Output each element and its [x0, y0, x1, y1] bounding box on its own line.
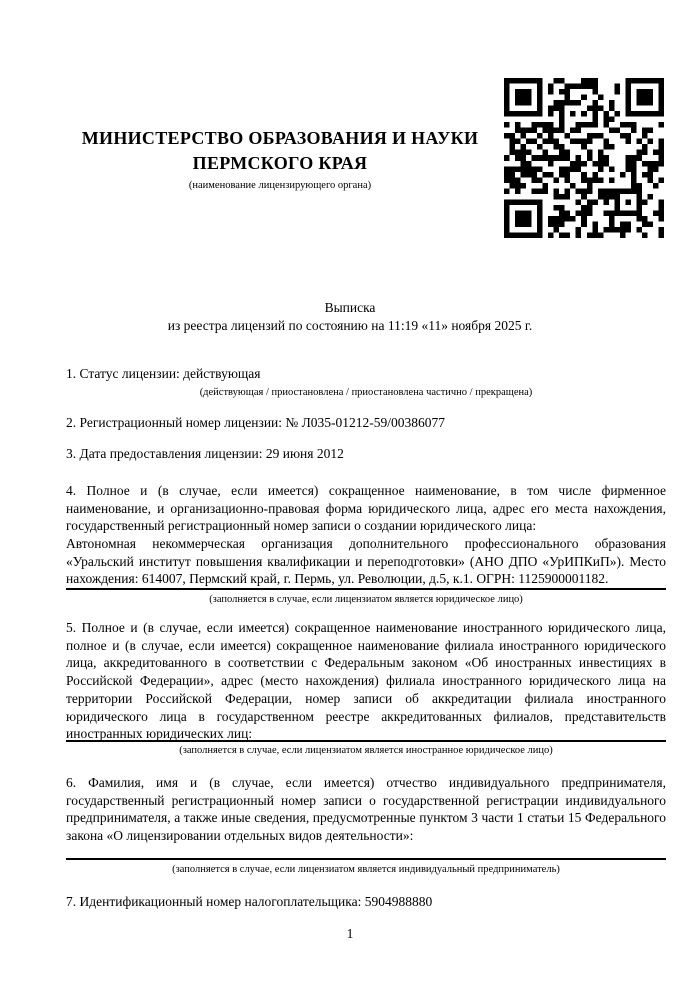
item-6-entrepreneur-label: 6. Фамилия, имя и (в случае, если имеется) отчество индивидуального предпринимателя, государственный регистрационный номер записи о государственной регистрации индивидуального предпринимателя, а также иные сведения, предусмотренные пунктом 3 части 1 статьи 15 Федерального закона «О лицензировании отдельных видов деятельности»: — [66, 775, 666, 844]
item-6-underline — [66, 858, 666, 860]
title-line2: из реестра лицензий по состоянию на 11:19 «11» ноября 2025 г. — [167, 318, 533, 333]
item-5-underline — [66, 740, 666, 742]
item-1-caption: (действующая / приостановлена / приостановлена частично / прекращена) — [199, 387, 533, 398]
page-number: 1 — [346, 926, 354, 941]
item-4-legal-entity-label: 4. Полное и (в случае, если имеется) сокращенное наименование, в том числе фирменное наименование, и организационно-правовая форма юридического лица, адрес его места нахождения, государственный регистрационный номер записи о создании юридического лица: — [66, 483, 666, 534]
item-6-caption: (заполняется в случае, если лицензиатом является индивидуальный предприниматель) — [172, 864, 560, 875]
qr-code-canvas — [504, 78, 664, 238]
ministry-caption: (наименование лицензирующего органа) — [188, 180, 372, 191]
item-7-taxpayer-id: 7. Идентификационный номер налогоплательщика: 5904988880 — [66, 894, 433, 909]
qr-code — [504, 78, 664, 238]
item-2-registration-number: 2. Регистрационный номер лицензии: № Л035-01212-59/00386077 — [66, 415, 446, 430]
item-5-caption: (заполняется в случае, если лицензиатом является иностранное юридическое лицо) — [179, 745, 553, 756]
item-4-legal-entity-value: Автономная некоммерческая организация дополнительного профессионального образования «Уральский институт повышения квалификации и переподготовки» (АНО ДПО «УрИПКиП»). Место нахождения: 614007, Пермский край, г. Пермь, ул. Революции, д.5, к.1. ОГРН: 1125900001182. — [66, 536, 666, 587]
item-1-license-status: 1. Статус лицензии: действующая — [66, 366, 261, 381]
ministry-header — [40, 126, 520, 192]
ministry-name-line1: МИНИСТЕРСТВО ОБРАЗОВАНИЯ И НАУКИ — [81, 128, 479, 148]
title-line1: Выписка — [324, 300, 376, 315]
ministry-name-line2: ПЕРМСКОГО КРАЯ — [192, 153, 368, 173]
document-title — [0, 299, 700, 335]
item-4-underline — [66, 588, 666, 590]
item-5-foreign-entity-label: 5. Полное и (в случае, если имеется) сокращенное наименование иностранного юридического лица, полное и (в случае, если имеется) сокращенное наименование филиала иностранного юридического лица, аккредитованного в соответствии с Федеральным законом «Об иностранных инвестициях в Российской Федерации», адрес (место нахождения) филиала иностранного юридического лица на территории Российской Федерации, номер записи об аккредитации филиала иностранного юридического лица в государственном реестре аккредитованных филиалов, представительств иностранных юридических лиц: — [66, 620, 666, 742]
item-4-caption: (заполняется в случае, если лицензиатом является юридическое лицо) — [209, 594, 523, 605]
item-3-grant-date: 3. Дата предоставления лицензии: 29 июня 2012 — [66, 446, 344, 461]
